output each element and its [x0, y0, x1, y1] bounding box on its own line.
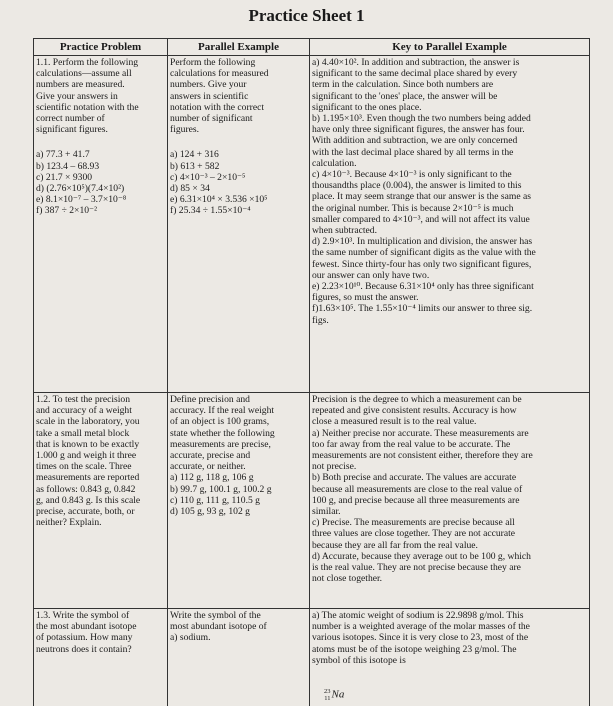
parallel-1-2-text: Define precision and accuracy. If the real weight of an object is 100 grams, state whether the following measurements are precise, accurate, precise and accurate, or neither. [170, 394, 307, 472]
key-answer: d) Accurate, because they average out to be 100 g, which is the real value. They are not precise because they are not close together. [312, 551, 587, 585]
list-item: a) 124 + 316 [170, 149, 307, 160]
parallel-1-2-items [170, 472, 307, 517]
key-answer: a) Neither precise nor accurate. These measurements are too far away from the real value to be accurate. The measurements are not consistent either, therefore they are not precise. [312, 428, 587, 473]
key-answer: Precision is the degree to which a measurement can be repeated and give consistent results. Accuracy is how close a measured result is to the real value. [312, 394, 587, 428]
parallel-cell [168, 393, 310, 609]
parallel-1-1-text: Perform the following calculations for measured numbers. Give your answers in scientific notation with the correct number of significant figures. [170, 57, 307, 135]
list-item: c) 21.7 × 9300 [36, 172, 165, 183]
list-item: b) 123.4 – 68.93 [36, 161, 165, 172]
header-parallel-example: Parallel Example [168, 39, 310, 56]
list-item: a) 112 g, 118 g, 106 g [170, 472, 307, 483]
key-cell [310, 393, 590, 609]
table-row [34, 56, 590, 393]
key-answer: b) 1.195×10³. Even though the two numbers being added have only three significant figures, the answer has four. With addition and subtraction, we are only concerned with the last decimal place shared by all terms in the calculation. [312, 113, 587, 169]
problem-1-1-items [36, 149, 165, 216]
key-answer: a) 4.40×10². In addition and subtraction, the answer is significant to the same decimal place shared by every term in the calculation. Since both numbers are significant to the 'ones' place, the answer will be significant to the ones place. [312, 57, 587, 113]
isotope-atomic-number: 11 [324, 695, 330, 702]
list-item: e) 8.1×10⁻⁷ – 3.7×10⁻⁸ [36, 194, 165, 205]
table-row [34, 609, 590, 706]
problem-cell [34, 609, 168, 706]
key-answer: f)1.63×10⁵. The 1.55×10⁻⁴ limits our answer to three sig. figs. [312, 303, 587, 325]
parallel-1-3-text: Write the symbol of the most abundant isotope of a) sodium. [170, 610, 307, 644]
list-item: c) 110 g, 111 g, 110.5 g [170, 495, 307, 506]
key-cell [310, 56, 590, 393]
list-item: d) (2.76×10⁵)(7.4×10²) [36, 183, 165, 194]
key-answer: a) The atomic weight of sodium is 22.9898 g/mol. This number is a weighted average of the molar masses of the various isotopes. Since it is very close to 23, most of the atoms must be of the isotope weighing 23 g/mol. The symbol of this isotope is [312, 610, 587, 666]
header-row [34, 39, 590, 56]
list-item: f) 387 ÷ 2×10⁻² [36, 205, 165, 216]
list-item: b) 99.7 g, 100.1 g, 100.2 g [170, 484, 307, 495]
key-answer: c) Precise. The measurements are precise because all three values are close together. They are not accurate because they are all far from the real value. [312, 517, 587, 551]
header-key: Key to Parallel Example [310, 39, 590, 56]
isotope-element: Na [332, 689, 345, 701]
key-answer: b) Both precise and accurate. The values are accurate because all measurements are close to the real value of 100 g, and precise because all three measurements are similar. [312, 472, 587, 517]
problem-1-1-text: 1.1. Perform the following calculations—assume all numbers are measured. Give your answers in scientific notation with the correct number of significant figures. [36, 57, 165, 135]
list-item: f) 25.34 ÷ 1.55×10⁻⁴ [170, 205, 307, 216]
page-title: Practice Sheet 1 [0, 6, 613, 26]
parallel-cell [168, 56, 310, 393]
key-answer: c) 4×10⁻³. Because 4×10⁻³ is only significant to the thousandths place (0.004), the answer is limited to this place. It may seem strange that our answer is the same as the original number. This is because 2×10⁻⁵ is much smaller compared to 4×10⁻³, and will not affect its value when subtracted. [312, 169, 587, 236]
isotope-mass-number: 23 [324, 688, 331, 695]
problem-cell [34, 56, 168, 393]
key-cell [310, 609, 590, 706]
list-item: d) 105 g, 93 g, 102 g [170, 506, 307, 517]
list-item: e) 6.31×10⁴ × 3.536 ×10⁵ [170, 194, 307, 205]
parallel-cell [168, 609, 310, 706]
parallel-1-1-items [170, 149, 307, 216]
problem-1-3-text: 1.3. Write the symbol of the most abundant isotope of potassium. How many neutrons does it contain? [36, 610, 165, 655]
list-item: a) 77.3 + 41.7 [36, 149, 165, 160]
isotope-symbol [312, 666, 587, 702]
practice-table [33, 38, 590, 706]
list-item: c) 4×10⁻³ – 2×10⁻⁵ [170, 172, 307, 183]
table-row [34, 393, 590, 609]
problem-1-2-text: 1.2. To test the precision and accuracy of a weight scale in the laboratory, you take a small metal block that is known to be exactly 1.000 g and weigh it three times on the scale. Three measurements are reported as follows: 0.843 g, 0.842 g, and 0.843 g. Is this scale precise, accurate, both, or neither? Explain. [36, 394, 165, 528]
header-practice-problem: Practice Problem [34, 39, 168, 56]
list-item: b) 613 + 582 [170, 161, 307, 172]
key-answer: d) 2.9×10³. In multiplication and division, the answer has the same number of significant digits as the value with the fewest. Since thirty-four has only two significant figures, our answer can only have two. [312, 236, 587, 281]
key-answer: e) 2.23×10¹⁰. Because 6.31×10⁴ only has three significant figures, so must the answer. [312, 281, 587, 303]
list-item: d) 85 × 34 [170, 183, 307, 194]
problem-cell [34, 393, 168, 609]
